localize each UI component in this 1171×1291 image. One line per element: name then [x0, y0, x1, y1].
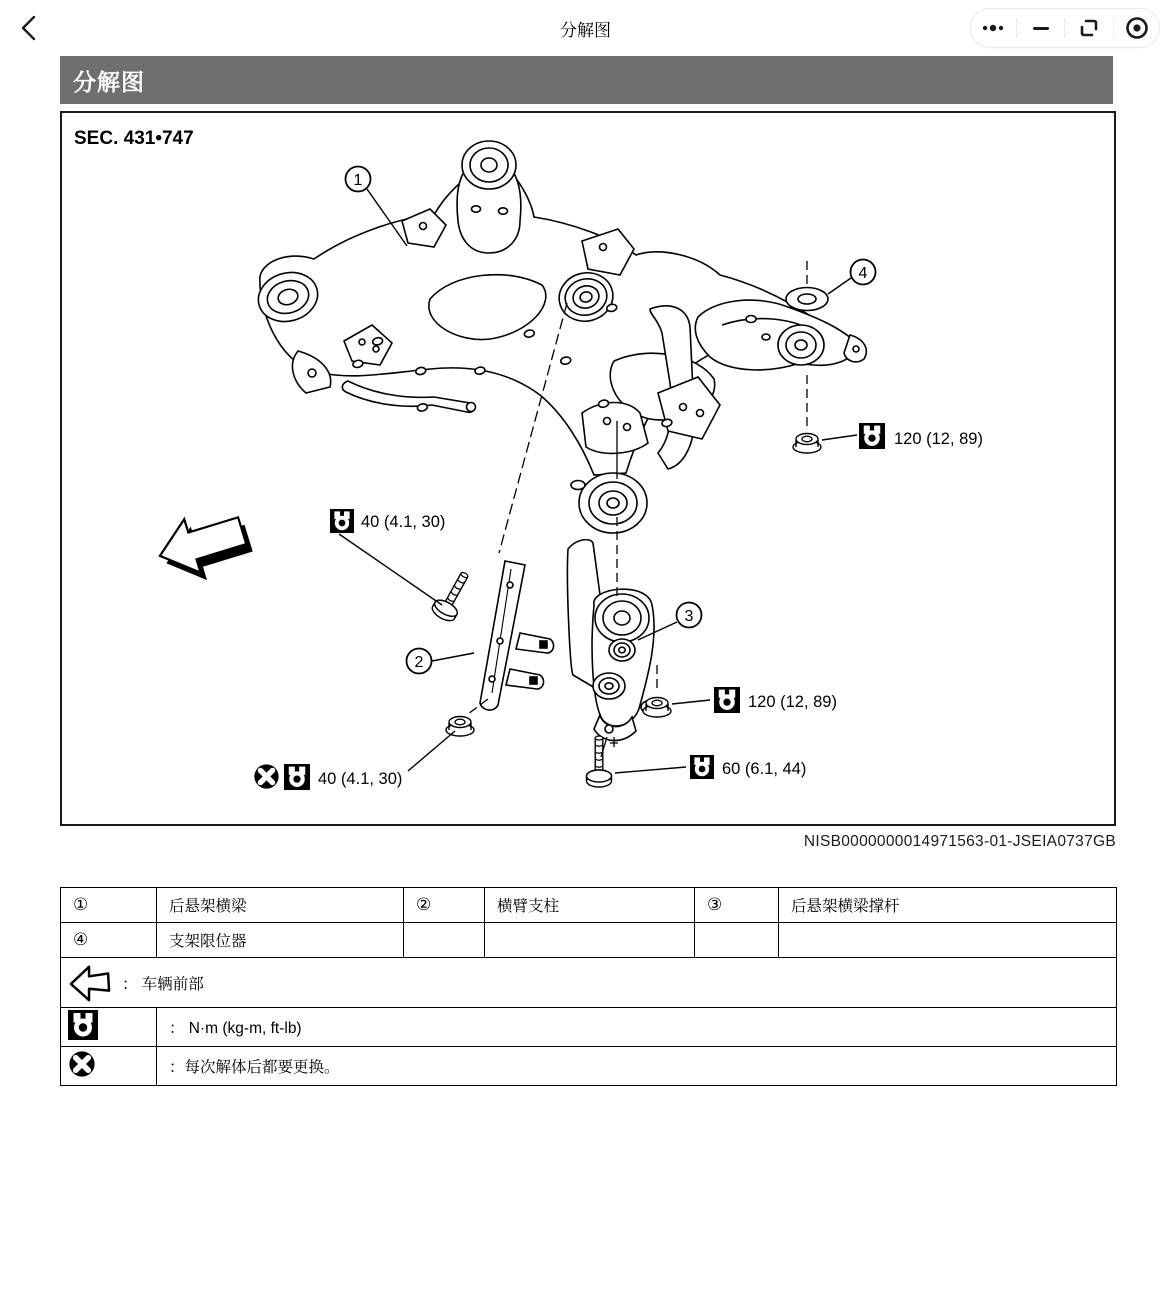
svg-text:120 (12, 89): 120 (12, 89) [894, 430, 983, 448]
figure-reference-code: NISB0000000014971563-01-JSEIA0737GB [803, 833, 1116, 850]
close-button[interactable] [1117, 9, 1157, 47]
torque-label-60 [690, 755, 806, 779]
torque-legend-label: ： N·m (kg-m, ft-lb) [157, 1008, 1117, 1047]
bracket-strut-part2 [480, 561, 554, 710]
close-icon [1123, 14, 1151, 42]
svg-text:120 (12, 89): 120 (12, 89) [748, 693, 837, 711]
window-capsule [970, 8, 1160, 48]
stopper-washer-part4 [786, 288, 828, 311]
torque-label-120-top [859, 423, 983, 449]
callout-1 [346, 167, 371, 192]
svg-text:1: 1 [353, 172, 363, 189]
front-legend-label: ： 车辆前部 [122, 975, 204, 993]
section-header: 分解图 [60, 56, 1113, 104]
minimize-button[interactable] [1021, 9, 1061, 47]
part-name: 后悬架横梁 [157, 888, 404, 923]
minimize-icon [1028, 15, 1054, 41]
torque-label-120-bottom [714, 687, 837, 713]
torque-wrench-icon [284, 764, 310, 790]
torque-label-40-top [330, 509, 445, 533]
torque-wrench-icon [330, 509, 354, 533]
section-code: SEC. 431•747 [74, 128, 194, 149]
more-options-icon [979, 14, 1007, 42]
nut-40-bottom [446, 717, 474, 737]
torque-label-40-bottom [254, 764, 402, 790]
svg-text:2: 2 [414, 654, 424, 671]
nut-120-top [793, 434, 821, 454]
part-name: 横臂支柱 [485, 888, 695, 923]
rear-suspension-member-drawing [253, 141, 867, 533]
parts-legend-table [60, 887, 1117, 1086]
part-number: ② [404, 888, 485, 923]
legend-row-torque [61, 1008, 1117, 1047]
table-row [61, 888, 1117, 923]
page-title: 分解图 [560, 20, 611, 40]
callout-2 [407, 649, 432, 674]
callout-3 [677, 603, 702, 628]
front-arrow-icon [68, 963, 112, 1003]
svg-text:3: 3 [684, 608, 694, 625]
torque-wrench-icon [714, 687, 740, 713]
part-name: 后悬架横梁撑杆 [779, 888, 1117, 923]
main-content [60, 56, 1116, 1086]
part-number: ① [61, 888, 157, 923]
table-row [61, 923, 1117, 958]
svg-text:40 (4.1, 30): 40 (4.1, 30) [318, 770, 403, 788]
part-number: ③ [695, 888, 779, 923]
svg-text:60 (6.1, 44): 60 (6.1, 44) [722, 760, 807, 778]
part-number [404, 923, 485, 958]
part-number: ④ [61, 923, 157, 958]
front-direction-arrow [152, 503, 257, 591]
nut-120-bottom [643, 698, 671, 718]
legend-row-front [61, 958, 1117, 1008]
part-number [695, 923, 779, 958]
legend-row-replace [61, 1047, 1117, 1086]
torque-wrench-icon [68, 1010, 98, 1040]
part-name: 支架限位器 [157, 923, 404, 958]
replace-part-icon [254, 764, 278, 788]
exploded-view-figure [60, 111, 1116, 826]
capsule-divider [1016, 18, 1017, 38]
replace-part-icon [68, 1050, 96, 1078]
bolt-60 [587, 736, 612, 787]
exploded-view-svg [62, 113, 1114, 824]
callout-4 [851, 260, 876, 285]
more-options-button[interactable] [973, 9, 1013, 47]
part-name [779, 923, 1117, 958]
replace-legend-label: ：每次解体后都要更换。 [157, 1047, 1117, 1086]
svg-text:4: 4 [858, 265, 868, 282]
bolt-40-top [430, 567, 477, 624]
topbar [0, 0, 1171, 56]
restore-icon [1076, 15, 1102, 41]
capsule-divider [1113, 18, 1114, 38]
restore-button[interactable] [1069, 9, 1109, 47]
torque-wrench-icon [859, 423, 885, 449]
capsule-divider [1064, 18, 1065, 38]
svg-text:40 (4.1, 30): 40 (4.1, 30) [361, 513, 446, 531]
part-name [485, 923, 695, 958]
torque-wrench-icon [690, 755, 714, 779]
